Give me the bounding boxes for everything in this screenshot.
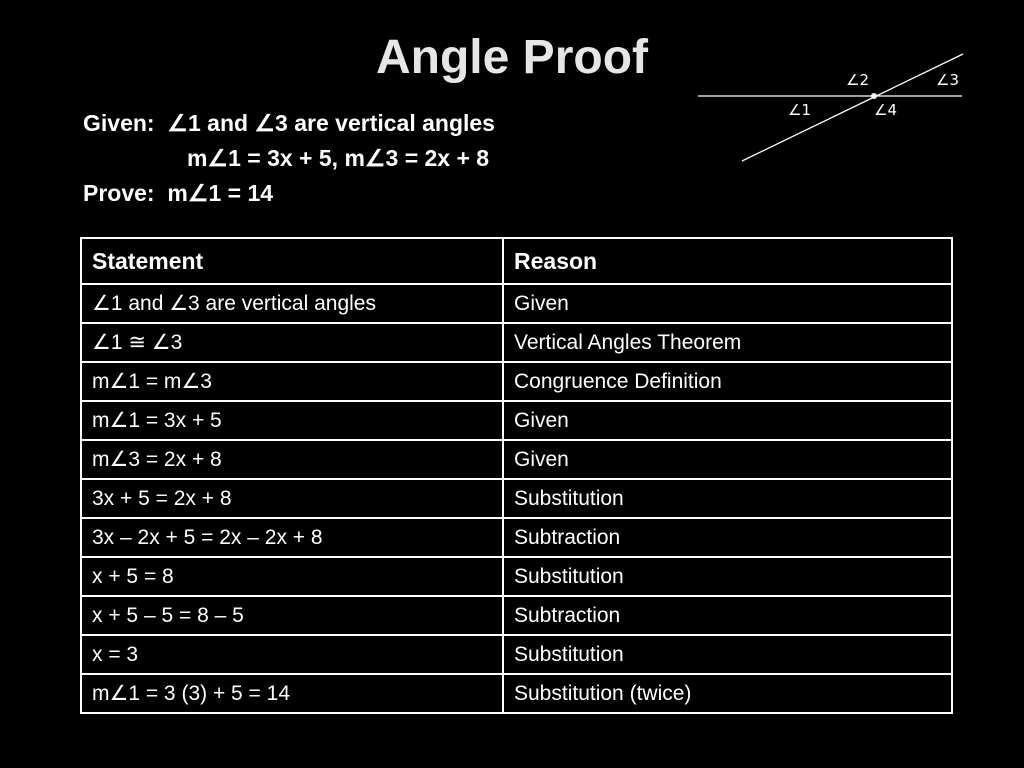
given-prove-block [83,106,495,211]
vertical-angles-diagram [690,50,970,165]
given-statement-1: ∠1 and ∠3 are vertical angles [167,110,495,136]
angle-3-label: ∠3 [936,71,959,89]
given-line-2 [83,141,495,176]
given-label: Given: [83,110,155,136]
reason-cell: Substitution [503,479,952,518]
statement-cell: ∠1 ≅ ∠3 [81,323,503,362]
table-row [81,401,952,440]
statement-cell: 3x – 2x + 5 = 2x – 2x + 8 [81,518,503,557]
statement-cell: m∠1 = 3 (3) + 5 = 14 [81,674,503,713]
reason-cell: Given [503,401,952,440]
reason-cell: Subtraction [503,518,952,557]
table-row [81,479,952,518]
reason-cell: Substitution (twice) [503,674,952,713]
statement-cell: ∠1 and ∠3 are vertical angles [81,284,503,323]
table-row [81,635,952,674]
table-row [81,362,952,401]
reason-cell: Subtraction [503,596,952,635]
proof-table [80,237,953,714]
table-row [81,518,952,557]
statement-cell: 3x + 5 = 2x + 8 [81,479,503,518]
table-row [81,323,952,362]
statement-cell: x + 5 – 5 = 8 – 5 [81,596,503,635]
reason-header: Reason [503,238,952,284]
angle-2-label: ∠2 [846,71,869,89]
angle-4-label: ∠4 [874,101,897,119]
statement-cell: m∠1 = 3x + 5 [81,401,503,440]
statement-cell: m∠1 = m∠3 [81,362,503,401]
reason-cell: Substitution [503,635,952,674]
statement-cell: x = 3 [81,635,503,674]
statement-cell: x + 5 = 8 [81,557,503,596]
prove-label: Prove: [83,180,155,206]
reason-cell: Given [503,440,952,479]
statement-header: Statement [81,238,503,284]
prove-statement: m∠1 = 14 [167,180,274,206]
reason-cell: Substitution [503,557,952,596]
table-row [81,674,952,713]
prove-line [83,176,495,211]
table-row [81,557,952,596]
angle-1-label: ∠1 [788,101,811,119]
table-row [81,440,952,479]
given-line [83,106,495,141]
table-header-row [81,238,952,284]
table-row [81,284,952,323]
reason-cell: Given [503,284,952,323]
reason-cell: Vertical Angles Theorem [503,323,952,362]
reason-cell: Congruence Definition [503,362,952,401]
table-row [81,596,952,635]
slide-title: Angle Proof [376,31,648,84]
intersection-point [871,93,877,99]
statement-cell: m∠3 = 2x + 8 [81,440,503,479]
given-statement-2: m∠1 = 3x + 5, m∠3 = 2x + 8 [187,145,490,171]
